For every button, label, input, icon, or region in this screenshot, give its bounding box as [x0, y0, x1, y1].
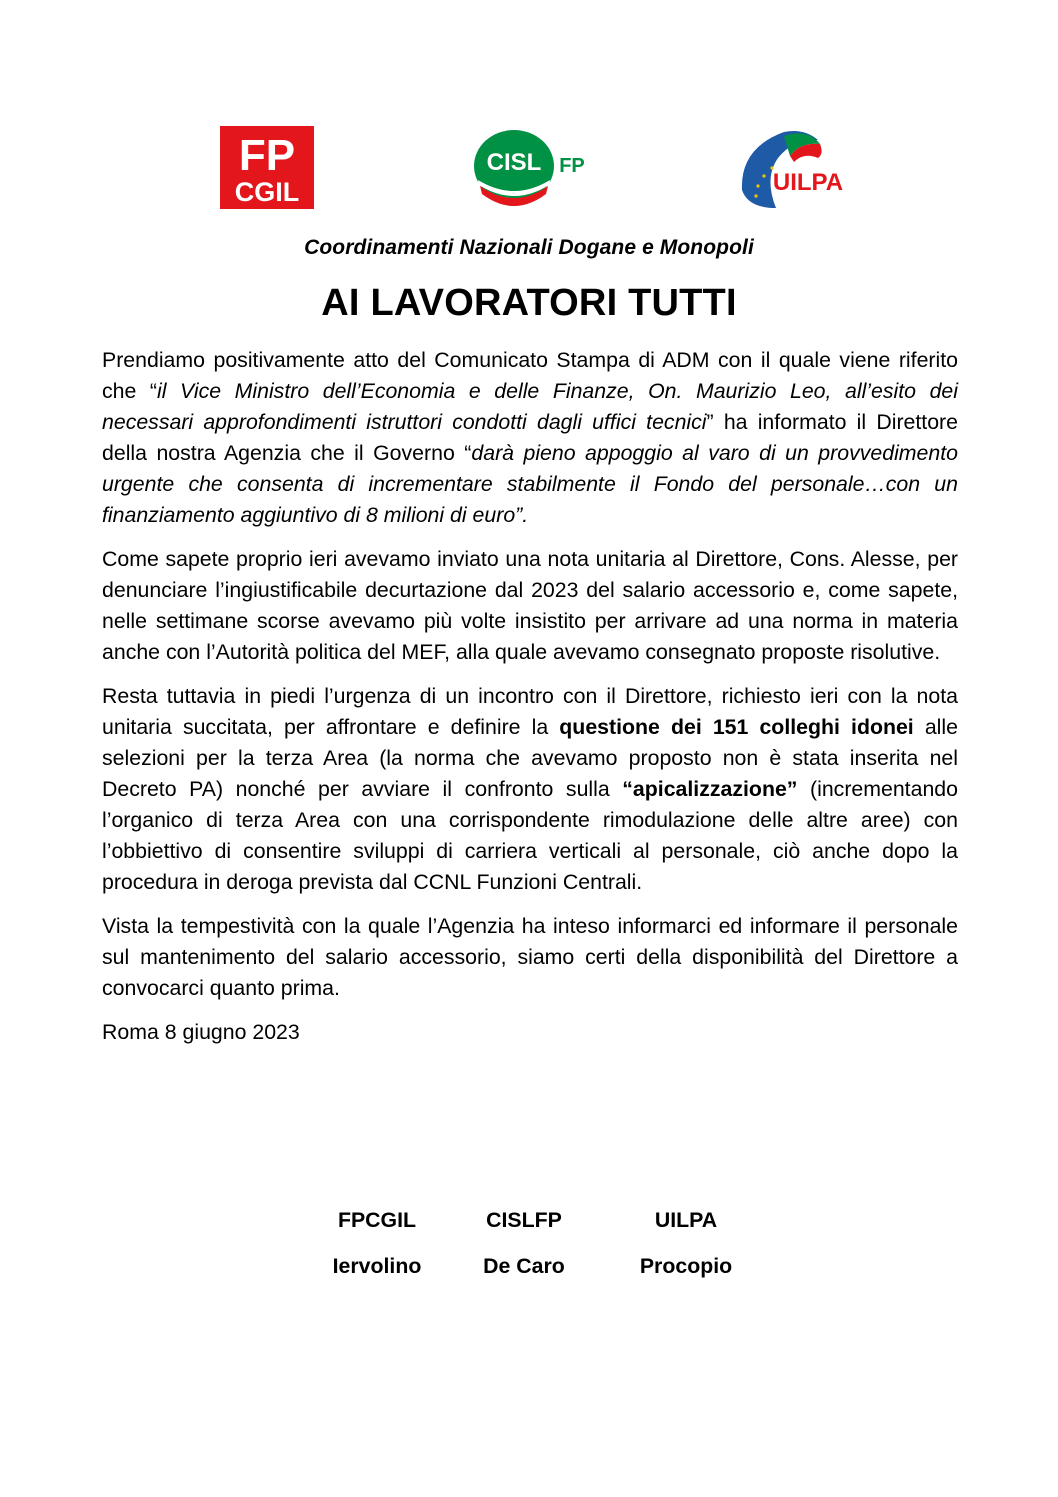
signature-org: FPCGIL [337, 1208, 417, 1232]
p1-quote-2: darà pieno appoggio al varo di un provvedimento urgente che consenta di incrementare stabilmente il Fondo del personale…con un finanziamento aggiuntivo di 8 milioni di euro”. [102, 441, 958, 527]
subtitle: Coordinamenti Nazionali Dogane e Monopoli [304, 236, 754, 259]
cisl-fp-logo [472, 128, 602, 212]
signature-cislfp [466, 1205, 582, 1297]
letter-body [102, 345, 958, 1061]
svg-text:FP: FP [238, 131, 296, 180]
p1-text-c: ” ha informato il Direttore della nostra Agenzia che il Governo “ [102, 410, 958, 465]
p3-text-c: alle selezioni per la terza Area (la norma che avevamo proposto non è stata inserita nel Decreto PA) nonché per avviare il confronto sulla [102, 715, 958, 801]
signature-org: UILPA [654, 1208, 718, 1232]
p1-quote-1: il Vice Ministro dell’Economia e delle Finanze, On. Maurizio Leo, all’esito dei necessari approfondimenti istruttori condotti dagli uffici tecnici [102, 379, 958, 434]
p3-bold-2: “apicalizzazione” [622, 777, 798, 801]
p3-text-e: (incrementando l’organico di terza Area con una corrispondente rimodulazione delle altre aree) con l’obbiettivo di consentire sviluppi di carriera verticali al personale, ciò anche dopo la procedura in deroga prevista dal CCNL Funzioni Centrali. [102, 777, 958, 894]
svg-text:UILPA: UILPA [772, 169, 844, 196]
paragraph-4: Vista la tempestività con la quale l’Agenzia ha inteso informarci ed informare il personale sul mantenimento del salario accessorio, siamo certi della disponibilità del Direttore a convocarci quanto prima. [102, 914, 958, 1000]
paragraph-2: Come sapete proprio ieri avevamo inviato una nota unitaria al Direttore, Cons. Alesse, per denunciare l’ingiustificabile decurtazione dal 2023 del salario accessorio e, come sapete, nelle settimane scorse avevamo più volte insistito per arrivare ad una norma in materia anche con l’Autorità politica del MEF, alla quale avevamo consegnato proposte risolutive. [102, 547, 958, 664]
signature-name: De Caro [483, 1254, 565, 1278]
letter-date: Roma 8 giugno 2023 [102, 1020, 300, 1044]
svg-text:FP: FP [559, 155, 585, 177]
paragraph-1 [102, 345, 958, 531]
fp-cgil-logo [220, 126, 314, 209]
svg-text:CISL: CISL [486, 149, 542, 176]
signature-name: Procopio [639, 1254, 733, 1278]
signature-org: CISLFP [486, 1208, 562, 1232]
p3-bold-1: questione dei 151 colleghi idonei [559, 715, 914, 739]
p3-text-a: Resta tuttavia in piedi l’urgenza di un incontro con il Direttore, richiesto ieri con la nota unitaria succitata, per affrontare e definire la [102, 684, 958, 739]
paragraph-3 [102, 681, 958, 898]
page-title: AI LAVORATORI TUTTI [321, 282, 737, 324]
signature-uilpa [624, 1205, 748, 1297]
svg-text:CGIL: CGIL [234, 177, 300, 207]
p1-text-a: Prendiamo positivamente atto del Comunicato Stampa di ADM con il quale viene riferito che “ [102, 348, 958, 403]
signature-name: Iervolino [332, 1254, 422, 1278]
signature-fpcgil [318, 1205, 436, 1297]
uilpa-logo [734, 128, 846, 218]
